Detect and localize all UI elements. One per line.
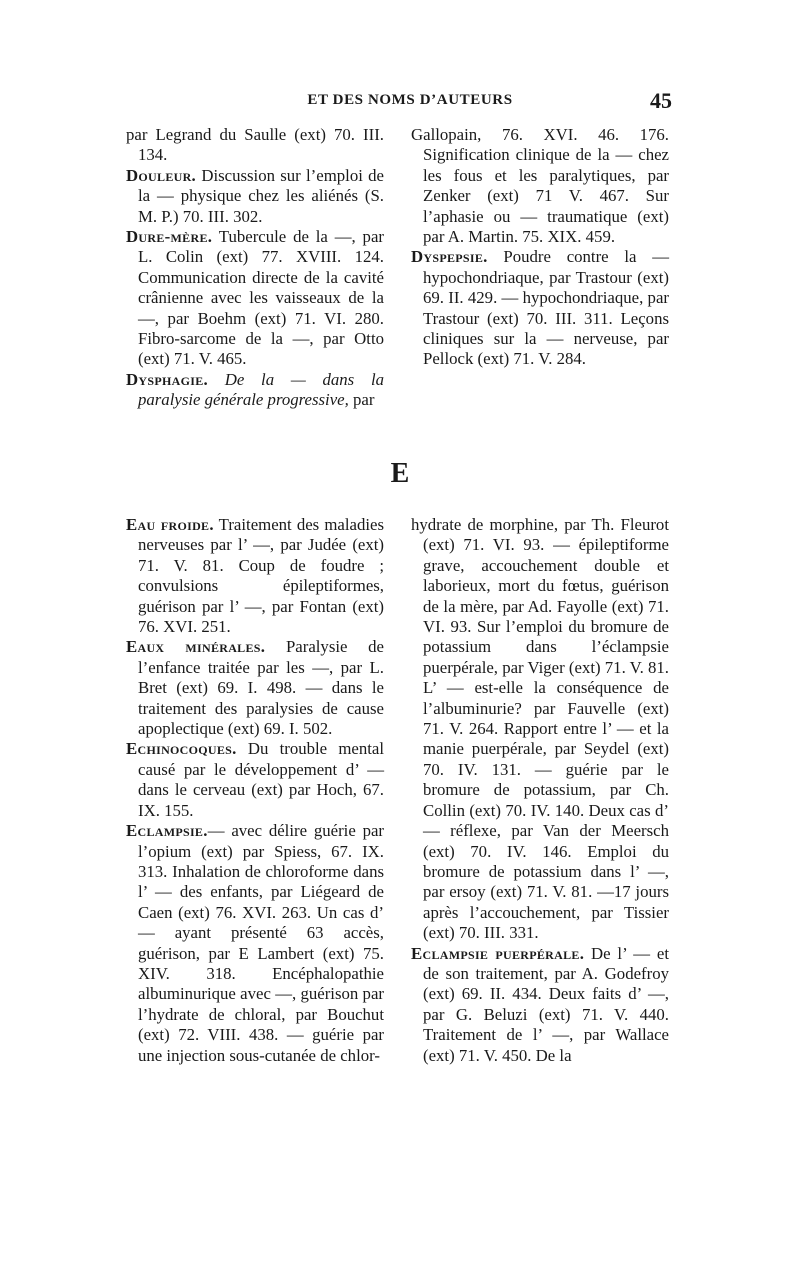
index-entry	[126, 637, 384, 739]
index-term: Eclampsie.	[126, 821, 208, 841]
index-text: Paralysie de l’enfance traitée par les —, par L. Bret (ext) 69. I. 498. — dans le traitement des paralysies de cause apoplectique (ext) 69. I. 502.	[138, 637, 384, 739]
running-head	[0, 88, 800, 116]
index-term: Dyspepsie.	[411, 247, 488, 267]
index-text: hydrate de morphine, par Th. Fleurot (ext) 71. VI. 93. — épileptiforme grave, accouchement double et laborieux, mort du fœtus, guérison de la mère, par Ad. Fayolle (ext) 71. VI. 93. Sur l’emploi du bromure de potassium dans l’éclampsie puerpérale, par Viger (ext) 71. V. 81. L’ — est-elle la conséquence de l’albuminurie? par Fauvelle (ext) 71. V. 264. Rapport entre l’ — et la manie puerpérale, par Seydel (ext) 70. IV. 131. — guérie par le bromure de potassium, par Ch. Collin (ext) 70. IV. 140. Deux cas d’ — réflexe, par Van der Meersch (ext) 70. IV. 146. Emploi du bromure de potassium dans l’ —, par ersoy (ext) 71. V. 81. —17 jours après l’accouchement, par Tissier (ext) 70. III. 331.	[411, 515, 669, 943]
index-text: Traitement des maladies nerveuses par l’ —, par Judée (ext) 71. V. 81. Coup de foudre ; convulsions épileptiformes, guérison par l’ —, par Fontan (ext) 76. XVI. 251.	[138, 515, 385, 637]
index-text: Poudre contre la — hypochondriaque, par Trastour (ext) 69. II. 429. — hypochondriaque, par Trastour (ext) 70. III. 311. Leçons cliniques sur la — nerveuse, par Pellock (ext) 71. V. 284.	[423, 247, 669, 369]
bottom-left-column	[126, 515, 384, 1066]
index-entry	[126, 227, 384, 370]
page-number: 45	[650, 88, 672, 113]
index-term: Eau froide.	[126, 515, 214, 534]
index-entry-continuation	[126, 125, 384, 166]
index-text: par Legrand du Saulle (ext) 70. III. 134.	[126, 125, 384, 165]
index-entry	[126, 166, 384, 227]
index-entry	[126, 370, 384, 411]
index-term: Eclampsie puerpérale.	[411, 943, 585, 963]
bottom-right-column	[411, 515, 669, 1066]
index-text: Discussion sur l’emploi de la — physique chez les aliénés (S. M. P.) 70. III. 302.	[138, 165, 384, 226]
section-letter: E	[390, 458, 410, 489]
index-term: Echinocoques.	[126, 739, 237, 759]
index-text: par	[348, 390, 375, 410]
index-entry	[126, 739, 384, 821]
index-text: — avec délire guérie par l’opium (ext) par Spiess, 67. IX. 313. Inhalation de chloroforme dans l’ — des enfants, par Liégeard de Caen (ext) 76. XVI. 263. Un cas d’ — ayant présenté 63 accès, guérison, par E Lambert (ext) 75. XIV. 318. Encéphalopathie albuminurique avec —, guérison par l’hydrate de chloral, par Bouchut (ext) 72. VIII. 438. — guérie par une injection sous-cutanée de chlor-	[138, 821, 384, 1065]
top-right-column	[411, 125, 669, 370]
index-term: Dysphagie.	[126, 369, 208, 389]
index-entry	[411, 247, 669, 369]
index-text: De l’ — et de son traitement, par A. Godefroy (ext) 69. II. 434. Deux faits d’ —, par G. Beluzi (ext) 71. V. 440. Traitement de l’ —, par Wallace (ext) 71. V. 450. De la	[423, 943, 669, 1065]
index-entry	[126, 821, 384, 1066]
index-italic-text: De la — dans la paralysie générale progressive,	[138, 369, 384, 410]
top-left-column	[126, 125, 384, 411]
index-entry	[411, 944, 669, 1066]
index-entry-continuation	[411, 515, 669, 944]
index-term: Douleur.	[126, 165, 197, 185]
running-title: ET DES NOMS D’AUTEURS	[307, 92, 513, 108]
index-entry-continuation	[411, 125, 669, 247]
index-text: Du trouble mental causé par le développement d’ — dans le cerveau (ext) par Hoch, 67. IX. 155.	[138, 739, 384, 820]
index-term: Eaux minérales.	[126, 637, 266, 657]
index-term: Dure-mère.	[126, 227, 213, 247]
index-entry	[126, 515, 384, 637]
index-text: Tubercule de la —, par L. Colin (ext) 77. XVIII. 124. Communication directe de la cavité crânienne avec les vaisseaux de la —, par Boehm (ext) 71. VI. 280. Fibro-sarcome de la —, par Otto (ext) 71. V. 465.	[138, 227, 384, 369]
index-text: Gallopain, 76. XVI. 46. 176. Signification clinique de la — chez les fous et les paralytiques, par Zenker (ext) 71 V. 467. Sur l’aphasie ou — traumatique (ext) par A. Martin. 75. XIX. 459.	[411, 125, 669, 247]
